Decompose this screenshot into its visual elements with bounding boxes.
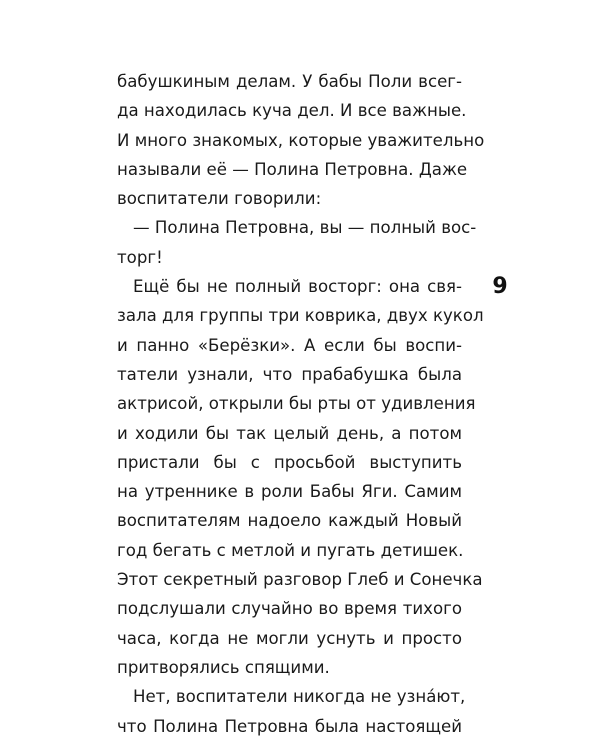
text-line: да находилась куча дел. И все важные. xyxy=(117,101,467,121)
text-line: Этот секретный разговор Глеб и Сонечка xyxy=(117,570,483,590)
text-line: актрисой, открыли бы рты от удивления xyxy=(117,394,476,414)
text-line: Ещё бы не полный восторг: она свя- xyxy=(133,277,462,297)
text-line: торг! xyxy=(117,247,163,267)
text-line: что Полина Петровна была настоящей xyxy=(117,716,462,736)
text-line: воспитатели говорили: xyxy=(117,189,322,209)
text-line: — Полина Петровна, вы — полный вос- xyxy=(133,218,477,238)
text-line: пристали бы с просьбой выступить xyxy=(117,452,462,472)
text-line: воспитателям надоело каждый Новый xyxy=(117,511,462,531)
page-text xyxy=(117,67,485,741)
text-line: год бегать с метлой и пугать детишек. xyxy=(117,540,464,560)
text-line: бабушкиным делам. У бабы Поли всег- xyxy=(117,72,462,91)
text-line: на утреннике в роли Бабы Яги. Самим xyxy=(117,482,462,502)
text-line: подслушали случайно во время тихого xyxy=(117,599,462,619)
text-line: И много знакомых, которые уважительно xyxy=(117,130,485,150)
text-line: Нет, воспитатели никогда не узна́ют, xyxy=(133,687,466,707)
text-line: и панно «Берёзки». А если бы воспи- xyxy=(117,335,462,355)
text-line: зала для группы три коврика, двух кукол xyxy=(117,306,484,326)
page-number: 9 xyxy=(492,274,508,299)
text-line: татели узнали, что прабабушка была xyxy=(117,364,462,384)
text-line: часа, когда не могли уснуть и просто xyxy=(117,628,462,648)
text-line: и ходили бы так целый день, а потом xyxy=(117,423,462,443)
text-line: притворялись спящими. xyxy=(117,657,330,677)
text-line: называли её — Полина Петровна. Даже xyxy=(117,159,468,179)
